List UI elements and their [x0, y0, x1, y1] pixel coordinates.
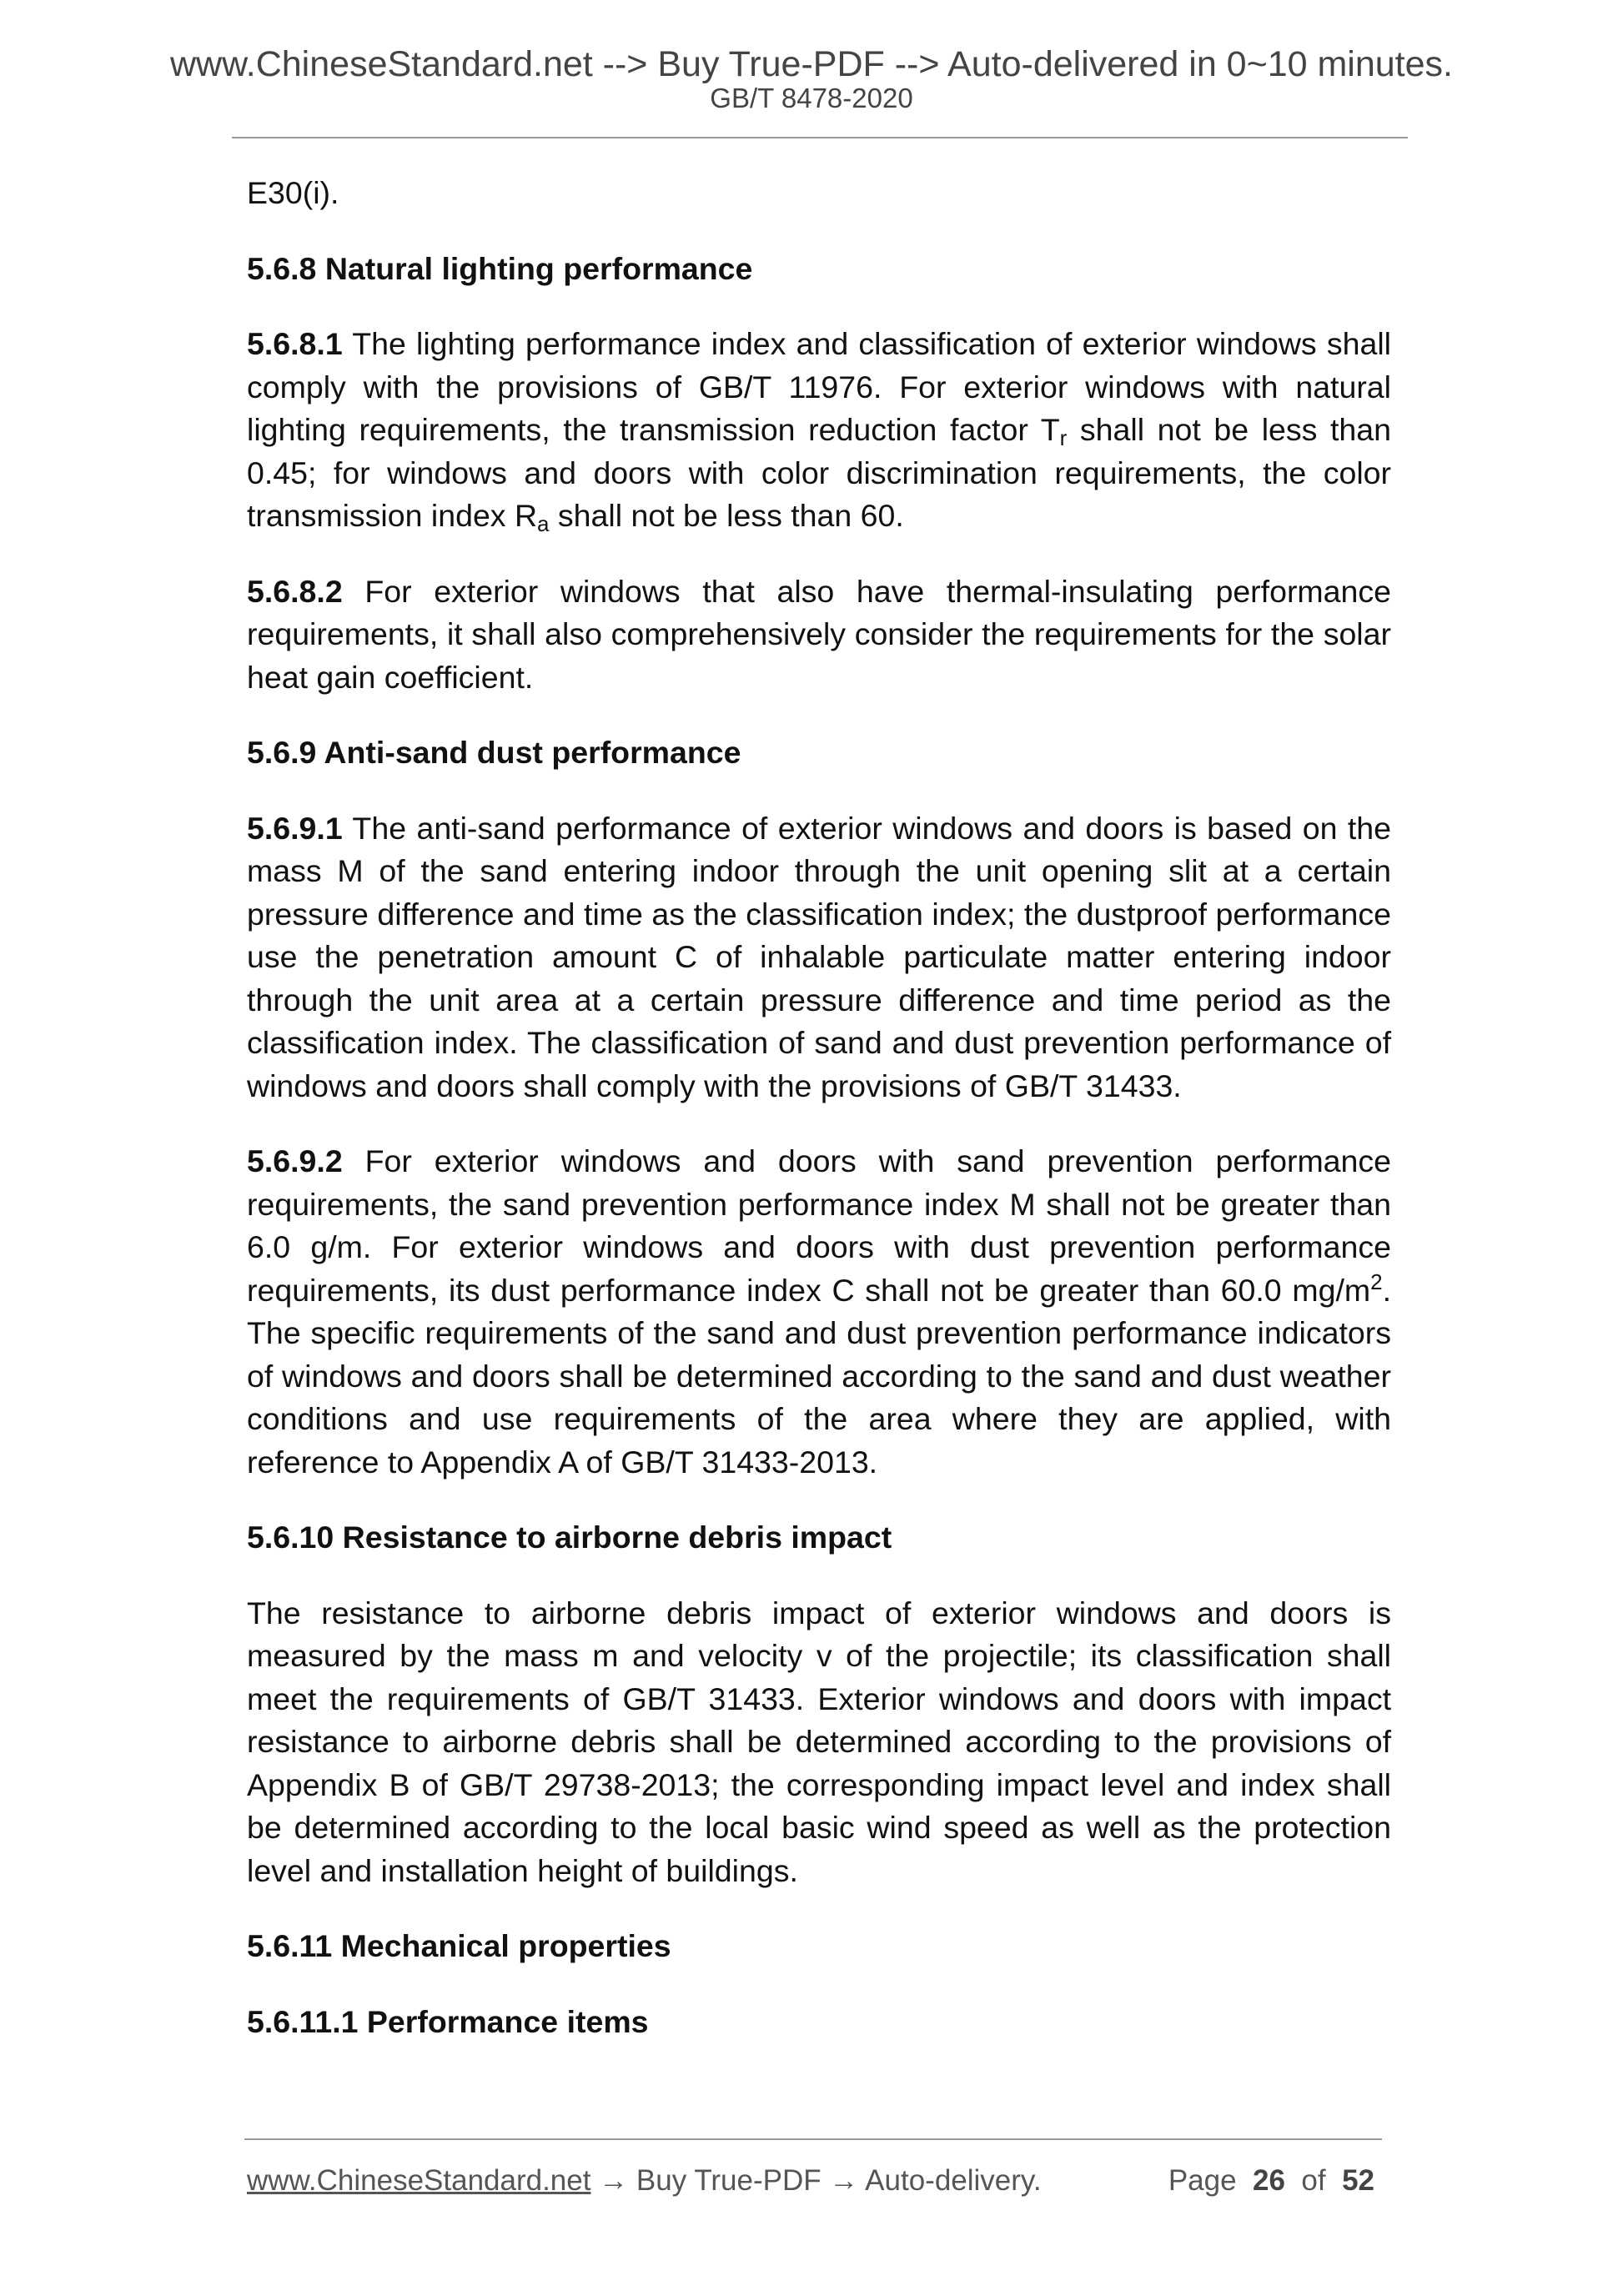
clause-number: 5.6.9.1 [247, 810, 343, 846]
clause-number: 5.6.8.1 [247, 326, 343, 361]
footer-divider [244, 2138, 1382, 2140]
clause-number: 5.6.8.2 [247, 573, 343, 609]
site-banner: www.ChineseStandard.net --> Buy True-PDF --> Auto-delivered in 0~10 minutes. [169, 44, 1453, 84]
heading-5-6-11-1: 5.6.11.1 Performance items [247, 2003, 649, 2039]
clause-5-6-9-1 [247, 807, 1391, 1108]
footer-promo [247, 2160, 1042, 2202]
standard-code: GB/T 8478-2020 [710, 83, 913, 113]
page-label: Page [1168, 2164, 1237, 2197]
clause-text: The lighting performance index and classification of exterior windows shall comply with the provisions of GB/T 11976. For exterior windows with natural lighting requirements, the transmission reduction factor T [247, 326, 1391, 447]
heading-5-6-11: 5.6.11 Mechanical properties [247, 1928, 671, 1963]
heading-5-6-9: 5.6.9 Anti-sand dust performance [247, 735, 741, 770]
clause-text: For exterior windows that also have thermal-insulating performance requirements, it shall also comprehensively consider the requirements for the solar heat gain coefficient. [247, 573, 1391, 695]
clause-text: The anti-sand performance of exterior windows and doors is based on the mass M of the sand entering indoor through the unit opening slit at a certain pressure difference and time as the classification index; the dustproof performance use the penetration amount C of inhalable particulate matter entering indoor through the unit area at a certain pressure difference and time period as the classification index. The classification of sand and dust prevention performance of windows and doors shall comply with the provisions of GB/T 31433. [247, 810, 1391, 1103]
page-total: 52 [1342, 2164, 1374, 2197]
clause-5-6-9-2 [247, 1140, 1391, 1484]
site-link[interactable]: www.ChineseStandard.net [247, 2164, 591, 2197]
page-number [1168, 2160, 1374, 2202]
subscript: r [1059, 425, 1068, 450]
clause-5-6-8-1 [247, 323, 1391, 538]
heading-5-6-8: 5.6.8 Natural lighting performance [247, 250, 753, 286]
superscript: 2 [1370, 1269, 1383, 1294]
subscript: a [537, 511, 550, 536]
page-current: 26 [1253, 2164, 1285, 2197]
clause-text: shall not be less than 60. [549, 498, 904, 533]
clause-text: . The specific requirements of the sand and dust prevention performance indicators of windows and doors shall be determined according to the sand and dust weather conditions and use requirements of the area where they are applied, with reference to Appendix A of GB/T 31433-2013. [247, 1272, 1391, 1480]
header-divider [232, 137, 1408, 138]
footer-tagline: → Buy True-PDF → Auto-delivery. [590, 2164, 1042, 2197]
document-body [247, 172, 1391, 2076]
clause-5-6-10-text: The resistance to airborne debris impact of exterior windows and doors is measured by the mass m and velocity v of the projectile; its classification shall meet the requirements of GB/T 31433. Exterior windows and doors with impact resistance to airborne debris shall be determined according to the provisions of Appendix B of GB/T 29738-2013; the corresponding impact level and index shall be determined according to the local basic wind speed as well as the protection level and installation height of buildings. [247, 1595, 1391, 1888]
clause-5-6-8-2 [247, 570, 1391, 700]
continuation-text: E30(i). [247, 175, 339, 210]
heading-5-6-10: 5.6.10 Resistance to airborne debris impact [247, 1520, 892, 1555]
page-footer [247, 2160, 1381, 2202]
clause-text: shall not be less than 0.45; for windows and doors with color discrimination requirements, the color transmission index R [247, 412, 1391, 533]
page-of: of [1301, 2164, 1326, 2197]
clause-number: 5.6.9.2 [247, 1143, 343, 1178]
clause-text: For exterior windows and doors with sand prevention performance requirements, the sand prevention performance index M shall not be greater than 6.0 g/m. For exterior windows and doors with dust prevention performance requirements, its dust performance index C shall not be greater than 60.0 mg/m [247, 1143, 1391, 1308]
